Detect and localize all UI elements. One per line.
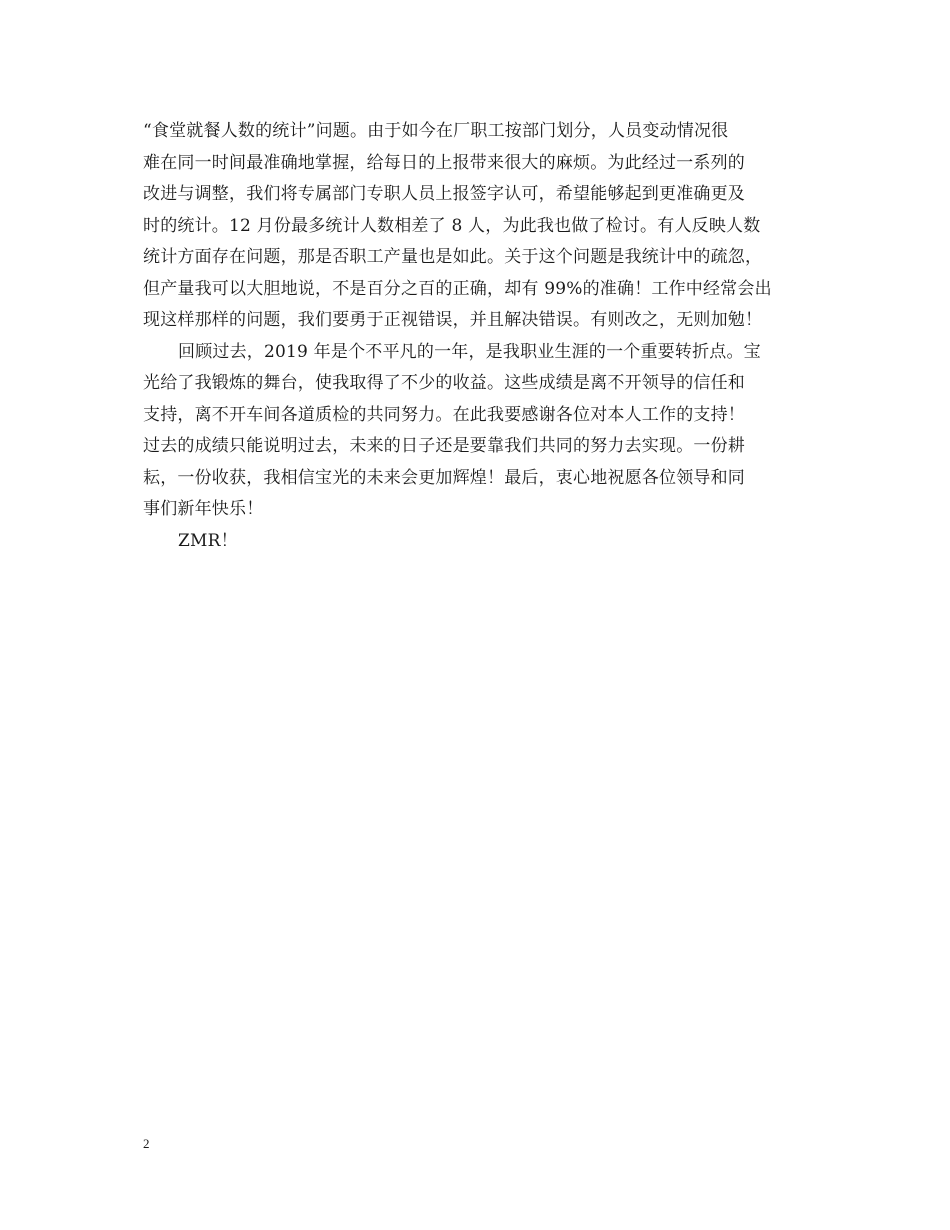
- signature-line: ZMR！: [178, 530, 238, 551]
- text-line: 现这样那样的问题，我们要勇于正视错误，并且解决错误。有则改之，无则加勉！: [143, 310, 763, 330]
- text-line: 改进与调整，我们将专属部门专职人员上报签字认可，希望能够起到更准确更及: [143, 184, 745, 204]
- text-line: 过去的成绩只能说明过去，未来的日子还是要靠我们共同的努力去实现。一份耕: [143, 436, 745, 456]
- text-line: 统计方面存在问题，那是否职工产量也是如此。关于这个问题是我统计中的疏忽，: [143, 247, 763, 267]
- text-line: 光给了我锻炼的舞台，使我取得了不少的收益。这些成绩是离不开领导的信任和: [143, 373, 745, 393]
- body-text: [143, 116, 811, 557]
- paragraph-start-line: 回顾过去，2019 年是个不平凡的一年，是我职业生涯的一个重要转折点。宝: [178, 341, 761, 362]
- text-line: 耘，一份收获，我相信宝光的未来会更加辉煌！最后，衷心地祝愿各位领导和同: [143, 467, 745, 488]
- page-number: 2: [143, 1136, 150, 1151]
- text-line: “食堂就餐人数的统计”问题。由于如今在厂职工按部门划分，人员变动情况很: [143, 121, 729, 141]
- text-line: 事们新年快乐！: [143, 499, 264, 519]
- text-line: 但产量我可以大胆地说，不是百分之百的正确，却有 99%的准确！工作中经常会出: [143, 278, 772, 299]
- text-line: 支持，离不开车间各道质检的共同努力。在此我要感谢各位对本人工作的支持！: [143, 404, 745, 425]
- text-line: 时的统计。12 月份最多统计人数相差了 8 人，为此我也做了检讨。有人反映人数: [143, 215, 761, 236]
- text-line: 难在同一时间最准确地掌握，给每日的上报带来很大的麻烦。为此经过一系列的: [143, 152, 745, 173]
